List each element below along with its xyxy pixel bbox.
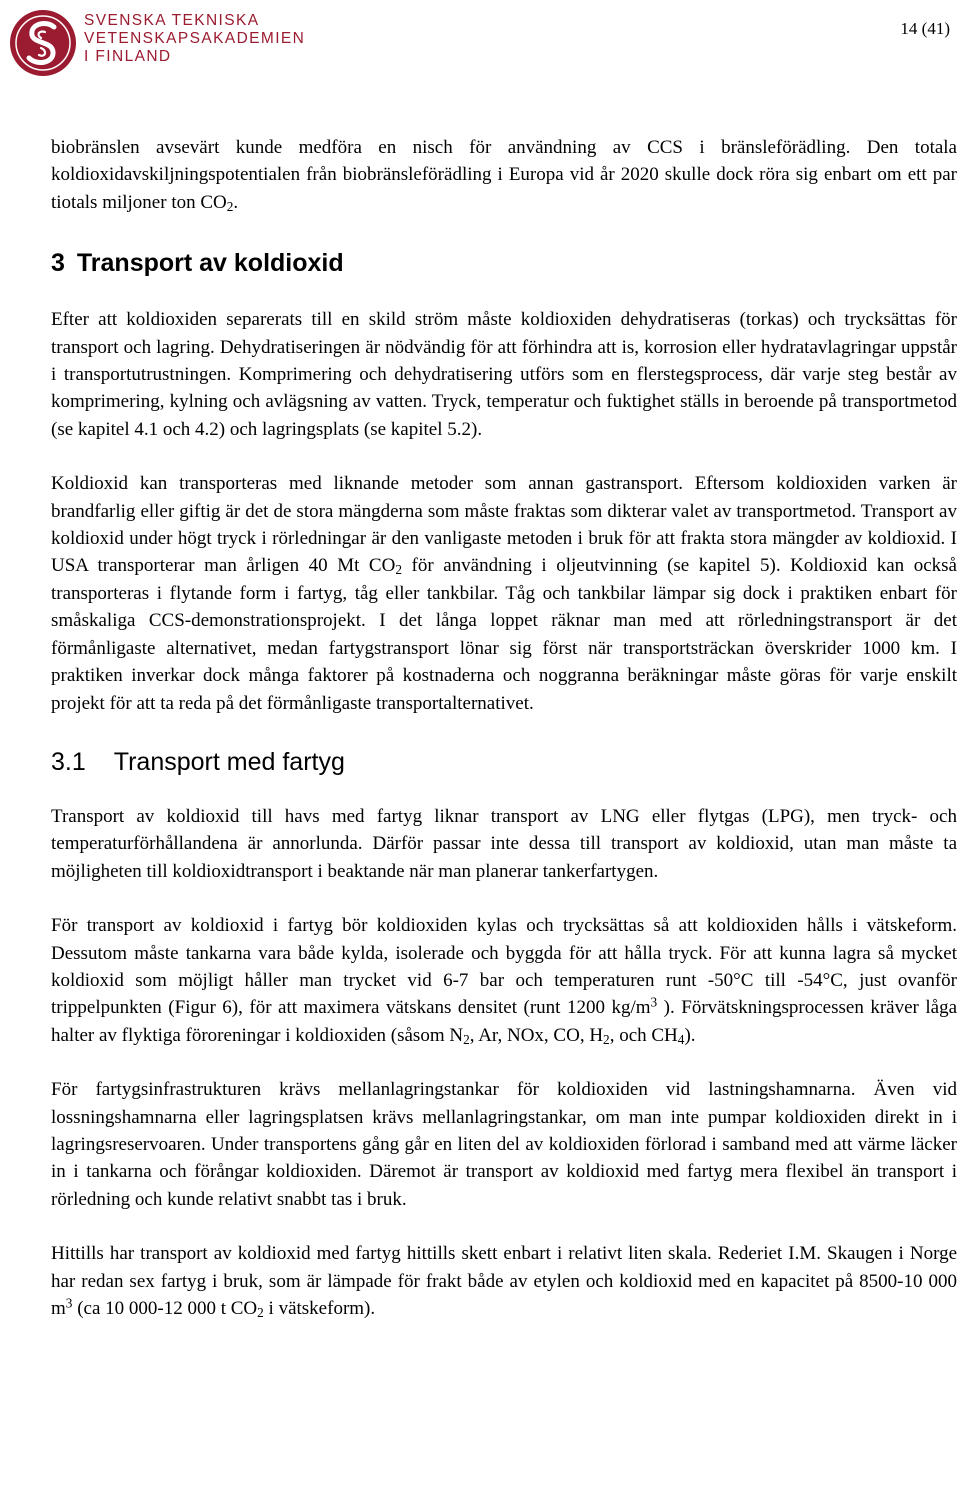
academy-name-line-3: I FINLAND <box>84 48 172 65</box>
section-3-1-heading <box>51 747 957 777</box>
paragraph-ship-fleet: Hittills har transport av koldioxid med fartyg hittills skett enbart i relativt liten skala. Rederiet I.M. Skaugen i Norge har redan sex fartyg i bruk, som är lämpade för frakt både av etylen och koldioxid med en kapacitet på 8500-10 000 $m^3$ (ca 10 000-12 000 t $CO_2$ i vätskeform). <box>51 1243 957 1320</box>
paragraph-transport-methods: Koldioxid kan transporteras med liknande metoder som annan gastransport. Eftersom koldioxiden varken är brandfarlig eller giftig är det de stora mängderna som måste fraktas som dikterar valet av transportmetod. Transport av koldioxid under högt tryck i rörledningar är den vanligaste metoden i bruk för att frakta stora mängder av koldioxid. I USA transporterar man årligen 40 Mt $CO_2$ för användning i oljeutvinning (se kapitel 5). Koldioxid kan också transporteras i flytande form i fartyg, tåg eller tankbilar. Tåg och tankbilar lämpar sig dock i praktiken enbart för småskaliga CCS-demonstrationsprojekt. I det långa loppet räknar man med att rörledningstransport är det förmånligaste alternativet, medan fartygstransport lönar sig först när transportsträckan överskrider 1000 km. I praktiken inverkar dock många faktorer på kostnaderna och noggranna beräkningar måste göras för varje enskilt projekt för att ta reda på det förmånligaste transportalternativet. <box>51 473 957 714</box>
section-3-title: Transport av koldioxid <box>76 249 344 278</box>
section-3-1-title: Transport med fartyg <box>113 747 345 776</box>
paragraph-dehydration: Efter att koldioxiden separerats till en skild ström måste koldioxiden dehydratiseras (torkas) och trycksättas för transport och lagring. Dehydratiseringen är nödvändig för att förhindra att is, korrosion eller hydratavlagringar uppstår i transportutrustningen. Komprimering och dehydratisering utförs som en flerstegsprocess, där varje steg består av komprimering, kylning och avlägsning av vatten. Tryck, temperatur och fuktighet ställs in beroende på transportmetod (se kapitel 4.1 och 4.2) och lagringsplats (se kapitel 5.2). <box>51 309 957 440</box>
academy-logo-icon <box>8 8 78 78</box>
section-3-heading <box>51 248 957 278</box>
page-number: 14 (41) <box>900 19 950 38</box>
academy-name-line-1: SVENSKA TEKNISKA <box>84 12 260 29</box>
paragraph-ship-infrastructure: För fartygsinfrastrukturen krävs mellanlagringstankar för koldioxiden vid lastningshamnarna. Även vid lossningshamnarna eller lagringsplatsen krävs mellanlagringstankar, om man inte pumpar koldioxiden direkt in i lagringsreservoaren. Under transportens gång går en liten del av koldioxiden förlorad i samband med att värme läcker in i tankarna och förångar koldioxiden. Däremot är transport av koldioxid med fartyg mera flexibel än transport i rörledning och kunde relativt snabbt tas i bruk. <box>51 1079 957 1210</box>
academy-name-line-2: VETENSKAPSAKADEMIEN <box>84 30 306 47</box>
paragraph-biofuel-intro: biobränslen avsevärt kunde medföra en nisch för användning av CCS i bränsleförädling. Den totala koldioxidavskiljningspotentialen från biobränsleförädling i Europa vid år 2020 skulle dock röra sig enbart om ett par tiotals miljoner ton $CO_2$. <box>51 137 957 214</box>
academy-name <box>84 12 305 66</box>
paragraph-ship-cooling: För transport av koldioxid i fartyg bör koldioxiden kylas och trycksättas så att koldioxiden hålls i vätskeform. Dessutom måste tankarna vara både kylda, isolerade och byggda för att hålla tryck. För att kunna lagra så mycket koldioxid som möjligt håller man trycket vid 6-7 bar och temperaturen runt -50°C till -54°C, just ovanför trippelpunkten (Figur 6), för att maximera vätskans densitet (runt 1200 $kg/m^3$ ). Förvätskningsprocessen kräver låga halter av flyktiga föroreningar i koldioxiden (såsom $N_2$, Ar, NOx, CO, $H_2$, och $CH_4$). <box>51 915 957 1047</box>
document-body <box>51 134 957 1322</box>
page-header <box>0 0 960 90</box>
section-3-number: 3 <box>51 249 65 278</box>
paragraph-ship-lng: Transport av koldioxid till havs med fartyg liknar transport av LNG eller flytgas (LPG), men tryck- och temperaturförhållandena är annorlunda. Därför passar inte dessa till transport av koldioxid, utan man måste ta möjligheten till koldioxidtransport i beaktande när man planerar tankerfartygen. <box>51 805 957 882</box>
section-3-1-number: 3.1 <box>51 747 86 776</box>
